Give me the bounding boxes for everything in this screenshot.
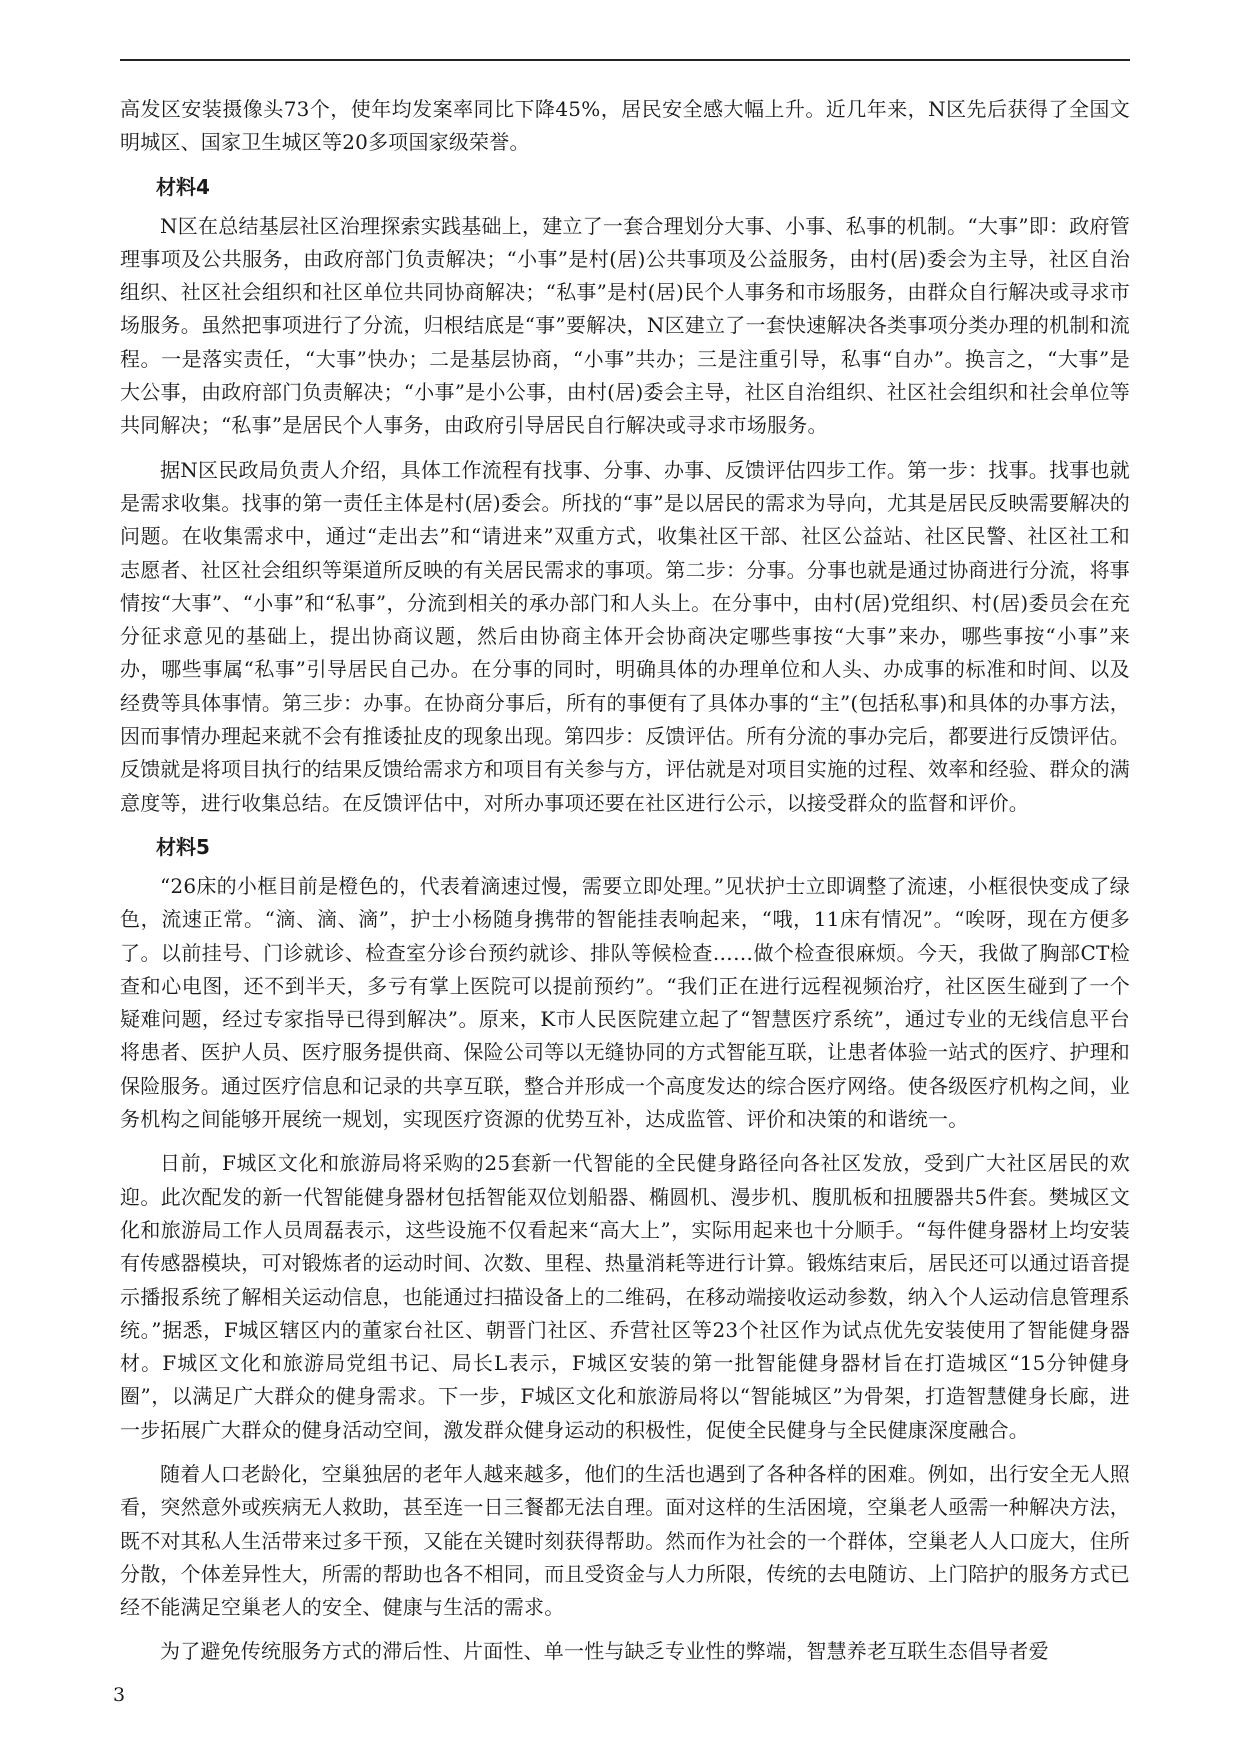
- paragraph-workflow-steps: 据N区民政局负责人介绍，具体工作流程有找事、分事、办事、反馈评估四步工作。第一步：找事。找事也就是需求收集。找事的第一责任主体是村(居)委会。所找的“事”是以居民的需求为导向，尤其是居民反映需要解决的问题。在收集需求中，通过“走出去”和“请进来”双重方式，收集社区干部、社区公益站、社区民警、社区社工和志愿者、社区社会组织等渠道所反映的有关居民需求的事项。第二步：分事。分事也就是通过协商进行分流，将事情按“大事”、“小事”和“私事”，分流到相关的承办部门和人头上。在分事中，由村(居)党组织、村(居)委员会在充分征求意见的基础上，提出协商议题，然后由协商主体开会协商决定哪些事按“大事”来办，哪些事按“小事”来办，哪些事属“私事”引导居民自己办。在分事的同时，明确具体的办理单位和人头、办成事的标准和时间、以及经费等具体事情。第三步：办事。在协商分事后，所有的事便有了具体办事的“主”(包括私事)和具体的办事方法，因而事情办理起来就不会有推诿扯皮的现象出现。第四步：反馈评估。所有分流的事办完后，都要进行反馈评估。反馈就是将项目执行的结果反馈给需求方和项目有关参与方，评估就是对项目实施的过程、效率和经验、群众的满意度等，进行收集总结。在反馈评估中，对所办事项还要在社区进行公示，以接受群众的监督和评价。: [120, 457, 1130, 815]
- header-rule: [120, 59, 1130, 61]
- paragraph-smart-fitness: 日前，F城区文化和旅游局将采购的25套新一代智能的全民健身路径向各社区发放，受到广大社区居民的欢迎。此次配发的新一代智能健身器材包括智能双位划船器、椭圆机、漫步机、腹肌板和扭腰器共5件套。樊城区文化和旅游局工作人员周磊表示，这些设施不仅看起来“高大上”，实际用起来也十分顺手。“每件健身器材上均安装有传感器模块，可对锻炼者的运动时间、次数、里程、热量消耗等进行计算。锻炼结束后，居民还可以通过语音提示播报系统了解相关运动信息，也能通过扫描设备上的二维码，在移动端接收运动参数，纳入个人运动信息管理系统。”据悉，F城区辖区内的董家台社区、朝晋门社区、乔营社区等23个社区作为试点优先安装使用了智能健身器材。F城区文化和旅游局党组书记、局长L表示，F城区安装的第一批智能健身器材旨在打造城区“15分钟健身圈”，以满足广大群众的健身需求。下一步，F城区文化和旅游局将以“智能城区”为骨架，打造智慧健身长廊，进一步拓展广大群众的健身活动空间，激发群众健身运动的积极性，促使全民健身与全民健康深度融合。: [120, 1151, 1130, 1442]
- page-number: 3: [113, 1684, 126, 1706]
- paragraph-continuation: 高发区安装摄像头73个，使年均发案率同比下降45%，居民安全感大幅上升。近几年来，N区先后获得了全国文明城区、国家卫生城区等20多项国家级荣誉。: [120, 97, 1130, 155]
- paragraph-smart-elderly-ecosystem: 为了避免传统服务方式的滞后性、片面性、单一性与缺乏专业性的弊端，智慧养老互联生态倡导者爱: [160, 1639, 1049, 1664]
- paragraph-issue-classification: N区在总结基层社区治理探索实践基础上，建立了一套合理划分大事、小事、私事的机制。“大事”即：政府管理事项及公共服务，由政府部门负责解决；“小事”是村(居)公共事项及公益服务，由村(居)委会为主导，社区自治组织、社区社会组织和社区单位共同协商解决；“私事”是村(居)民个人事务和市场服务，由群众自行解决或寻求市场服务。虽然把事项进行了分流，归根结底是“事”要解决，N区建立了一套快速解决各类事项分类办理的机制和流程。一是落实责任，“大事”快办；二是基层协商，“小事”共办；三是注重引导，私事“自办”。换言之，“大事”是大公事，由政府部门负责解决；“小事”是小公事，由村(居)委会主导，社区自治组织、社区社会组织和社会单位等共同解决；“私事”是居民个人事务，由政府引导居民自行解决或寻求市场服务。: [120, 213, 1130, 438]
- paragraph-smart-medical: “26床的小框目前是橙色的，代表着滴速过慢，需要立即处理。”见状护士立即调整了流速，小框很快变成了绿色，流速正常。“滴、滴、滴”，护士小杨随身携带的智能挂表响起来，“哦，11床有情况”。“唉呀，现在方便多了。以前挂号、门诊就诊、检查室分诊台预约就诊、排队等候检查……做个检查很麻烦。今天，我做了胸部CT检查和心电图，还不到半天，多亏有掌上医院可以提前预约”。“我们正在进行远程视频治疗，社区医生碰到了一个疑难问题，经过专家指导已得到解决”。原来，K市人民医院建立起了“智慧医疗系统”，通过专业的无线信息平台将患者、医护人员、医疗服务提供商、保险公司等以无缝协同的方式智能互联，让患者体验一站式的医疗、护理和保险服务。通过医疗信息和记录的共享互联，整合并形成一个高度发达的综合医疗网络。使各级医疗机构之间，业务机构之间能够开展统一规划，实现医疗资源的优势互补，达成监管、评价和决策的和谐统一。: [120, 873, 1130, 1132]
- document-body: [120, 93, 1130, 1680]
- section-heading-material-5: 材料5: [156, 834, 210, 859]
- paragraph-elderly-care: 随着人口老龄化，空巢独居的老年人越来越多，他们的生活也遇到了各种各样的困难。例如，出行安全无人照看，突然意外或疾病无人救助，甚至连一日三餐都无法自理。面对这样的生活困境，空巢老人亟需一种解决方法，既不对其私人生活带来过多干预，又能在关键时刻获得帮助。然而作为社会的一个群体，空巢老人人口庞大，住所分散，个体差异性大，所需的帮助也各不相同，而且受资金与人力所限，传统的去电随访、上门陪护的服务方式已经不能满足空巢老人的安全、健康与生活的需求。: [120, 1461, 1130, 1620]
- section-heading-material-4: 材料4: [156, 174, 210, 199]
